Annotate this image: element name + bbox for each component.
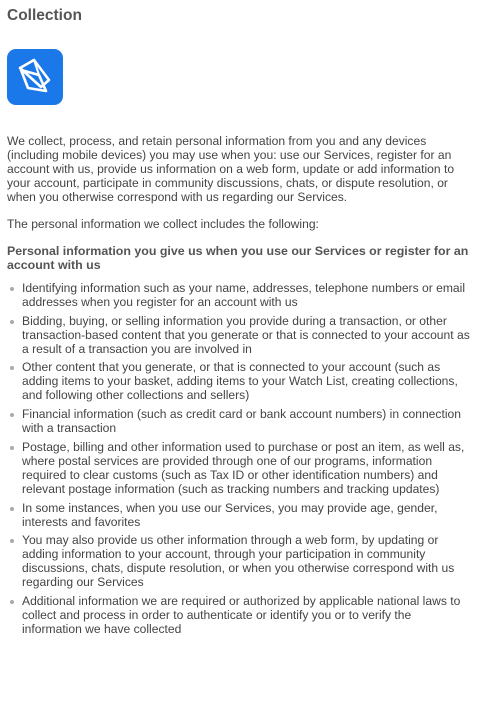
subheading: Personal information you give us when you use our Services or register for an account with us [7,243,469,272]
bullet-icon [10,539,14,543]
list-item-text: In some instances, when you use our Services, you may provide age, gender, interests and favorites [22,500,438,529]
lead-paragraph: The personal information we collect includes the following: [7,216,319,231]
bullet-icon [10,366,14,370]
list-item [7,282,470,310]
list-item-text: Financial information (such as credit card or bank account numbers) in connection with a transaction [22,407,461,436]
list-item [7,441,470,497]
bullet-icon [10,507,14,511]
bullet-icon [10,446,14,450]
wallet-icon [7,49,63,105]
intro-paragraph: We collect, process, and retain personal information from you and any devices (including mobile devices) you may use when you: use our Services, register for an account with us, provide us information on a web form, update or add information to your account, participate in community discussions, chats, or dispute resolution, or when you otherwise correspond with us regarding our Services. [7,134,455,204]
info-list [7,282,470,637]
list-item-text: You may also provide us other information through a web form, by updating or adding information to your account, through your participation in community discussions, chats, dispute resolution, or when you otherwise correspond with us regarding our Services [22,533,455,590]
bullet-icon [10,413,14,417]
wallet-icon-graphic [13,55,57,99]
list-item-text: Identifying information such as your name, addresses, telephone numbers or email addresses when you register for an account with us [22,280,466,309]
list-item [7,534,470,590]
bullet-icon [10,287,14,291]
bullet-icon [10,320,14,324]
list-item-text: Additional information we are required or authorized by applicable national laws to collect and process in order to authenticate or identify you or to verify the information we have collected [22,594,461,636]
list-item [7,315,470,357]
list-item [7,361,470,403]
list-item-text: Bidding, buying, or selling information you provide during a transaction, or other transaction-based content that you generate or that is connected to your account as a result of a transaction you are involved in [22,313,470,356]
list-item-text: Postage, billing and other information used to purchase or post an item, as well as, where postal services are provided through one of our programs, information required to clear customs (such as Tax ID or other identification numbers) and relevant postage information (such as tracking numbers and tracking updates) [22,439,465,496]
bullet-icon [10,600,14,604]
list-item [7,408,470,436]
list-item-text: Other content that you generate, or that is connected to your account (such as adding items to your basket, adding items to your Watch List, creating collections, and following other collections and sellers) [22,360,458,403]
section-title: Collection [7,7,82,24]
list-item [7,502,470,530]
list-item [7,595,470,637]
